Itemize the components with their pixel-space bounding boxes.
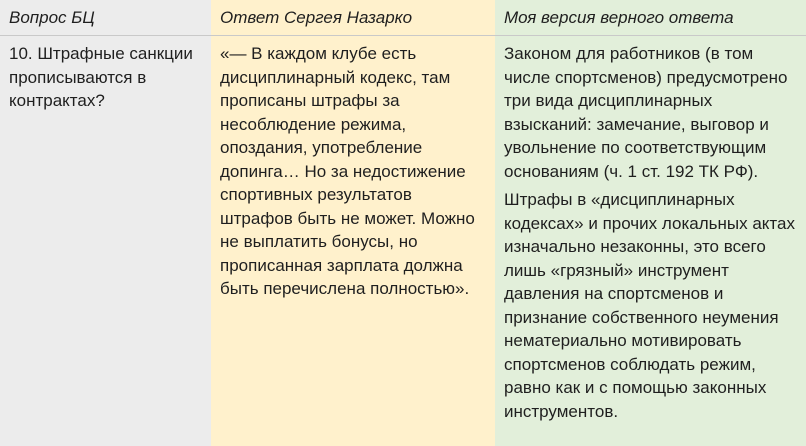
correct-answer-paragraph-1: Законом для работников (в том числе спортсменов) предусмотрено три вида дисциплинарных взысканий: замечание, выговор и увольнение по соответствующим основаниям (ч. 1 ст. 192 ТК РФ). — [504, 44, 788, 181]
question-text: 10. Штрафные санкции прописываются в контрактах? — [9, 44, 193, 110]
nazarko-answer-cell — [211, 36, 495, 446]
header-nazarko-answer: Ответ Сергея Назарко — [211, 0, 495, 36]
correct-answer-cell — [495, 36, 806, 446]
header-correct-answer: Моя версия верного ответа — [495, 0, 806, 36]
nazarko-answer-text: «— В каждом клубе есть дисциплинарный кодекс, там прописаны штрафы за несоблюдение режима, опоздания, употребление допинга… Но за недостижение спортивных результатов штрафов быть не может. Можно не выплатить бонусы, но прописанная зарплата должна быть перечислена полностью». — [220, 44, 475, 298]
header-question: Вопрос БЦ — [0, 0, 211, 36]
correct-answer-paragraph-2: Штрафы в «дисциплинарных кодексах» и прочих локальных актах изначально незаконны, это всего лишь «грязный» инструмент давления на спортсменов и признание собственного неумения нематериально мотивировать спортсменов соблюдать режим, равно как и с помощью законных инструментов. — [504, 190, 795, 421]
question-cell — [0, 36, 211, 446]
